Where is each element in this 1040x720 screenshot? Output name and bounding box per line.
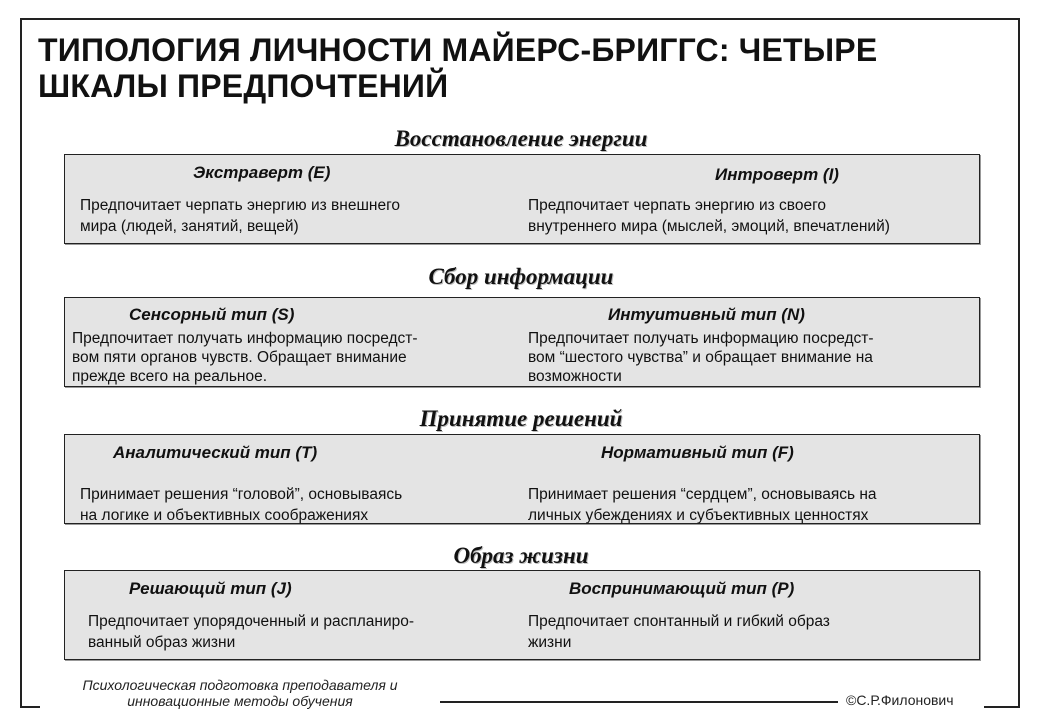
scale-box-decisions	[64, 434, 980, 524]
scale-box-lifestyle	[64, 570, 980, 660]
section-heading-decisions: Принятие решений	[419, 406, 623, 431]
type-description-sensing: Предпочитает получать информацию посредст- вом пяти органов чувств. Обращает внимание прежде всего на реальное.	[72, 330, 418, 385]
type-description-introvert: Предпочитает черпать энергию из своего внутреннего мира (мыслей, эмоций, впечатлений)	[528, 197, 890, 235]
footer-rule-middle	[440, 701, 838, 703]
type-description-thinking: Принимает решения “головой”, основываясь на логике и объективных соображениях	[80, 486, 403, 524]
frame-top-border	[20, 18, 1020, 20]
section-heading-energy: Восстановление энергии	[394, 126, 648, 151]
page-title: ТИПОЛОГИЯ ЛИЧНОСТИ МАЙЕРС-БРИГГС: ЧЕТЫРЕ ШКАЛЫ ПРЕДПОЧТЕНИЙ	[38, 32, 878, 104]
type-label-perceiving: Воспринимающий тип (P)	[569, 579, 795, 598]
footer-rule-left	[20, 706, 40, 708]
type-label-judging: Решающий тип (J)	[129, 579, 292, 598]
type-description-intuitive: Предпочитает получать информацию посредст- вом “шестого чувства” и обращает внимание на возможности	[528, 330, 874, 385]
scale-box-information	[64, 297, 980, 387]
footer-copyright: ©С.Р.Филонович	[846, 692, 954, 708]
section-heading-lifestyle: Образ жизни	[453, 543, 589, 568]
type-description-feeling: Принимает решения “сердцем”, основываясь на личных убеждениях и субъективных ценностях	[528, 486, 877, 524]
type-label-extravert: Экстраверт (E)	[193, 163, 331, 182]
type-description-perceiving: Предпочитает спонтанный и гибкий образ жизни	[528, 613, 830, 651]
type-description-judging: Предпочитает упорядоченный и распланиро- ванный образ жизни	[88, 613, 415, 651]
type-label-feeling: Нормативный тип (F)	[601, 443, 794, 462]
frame-left-border	[20, 18, 22, 708]
section-heading-information: Сбор информации	[428, 264, 614, 289]
footer-rule-right	[984, 706, 1020, 708]
scale-box-energy	[64, 154, 980, 244]
type-label-thinking: Аналитический тип (T)	[113, 443, 318, 462]
type-label-introvert: Интроверт (I)	[715, 165, 839, 184]
frame-right-border	[1018, 18, 1020, 708]
type-description-extravert: Предпочитает черпать энергию из внешнего мира (людей, занятий, вещей)	[80, 197, 401, 235]
type-label-sensing: Сенсорный тип (S)	[129, 305, 295, 324]
footer-course-title: Психологическая подготовка преподавателя и инновационные методы обучения	[82, 677, 398, 709]
type-label-intuitive: Интуитивный тип (N)	[608, 305, 805, 324]
